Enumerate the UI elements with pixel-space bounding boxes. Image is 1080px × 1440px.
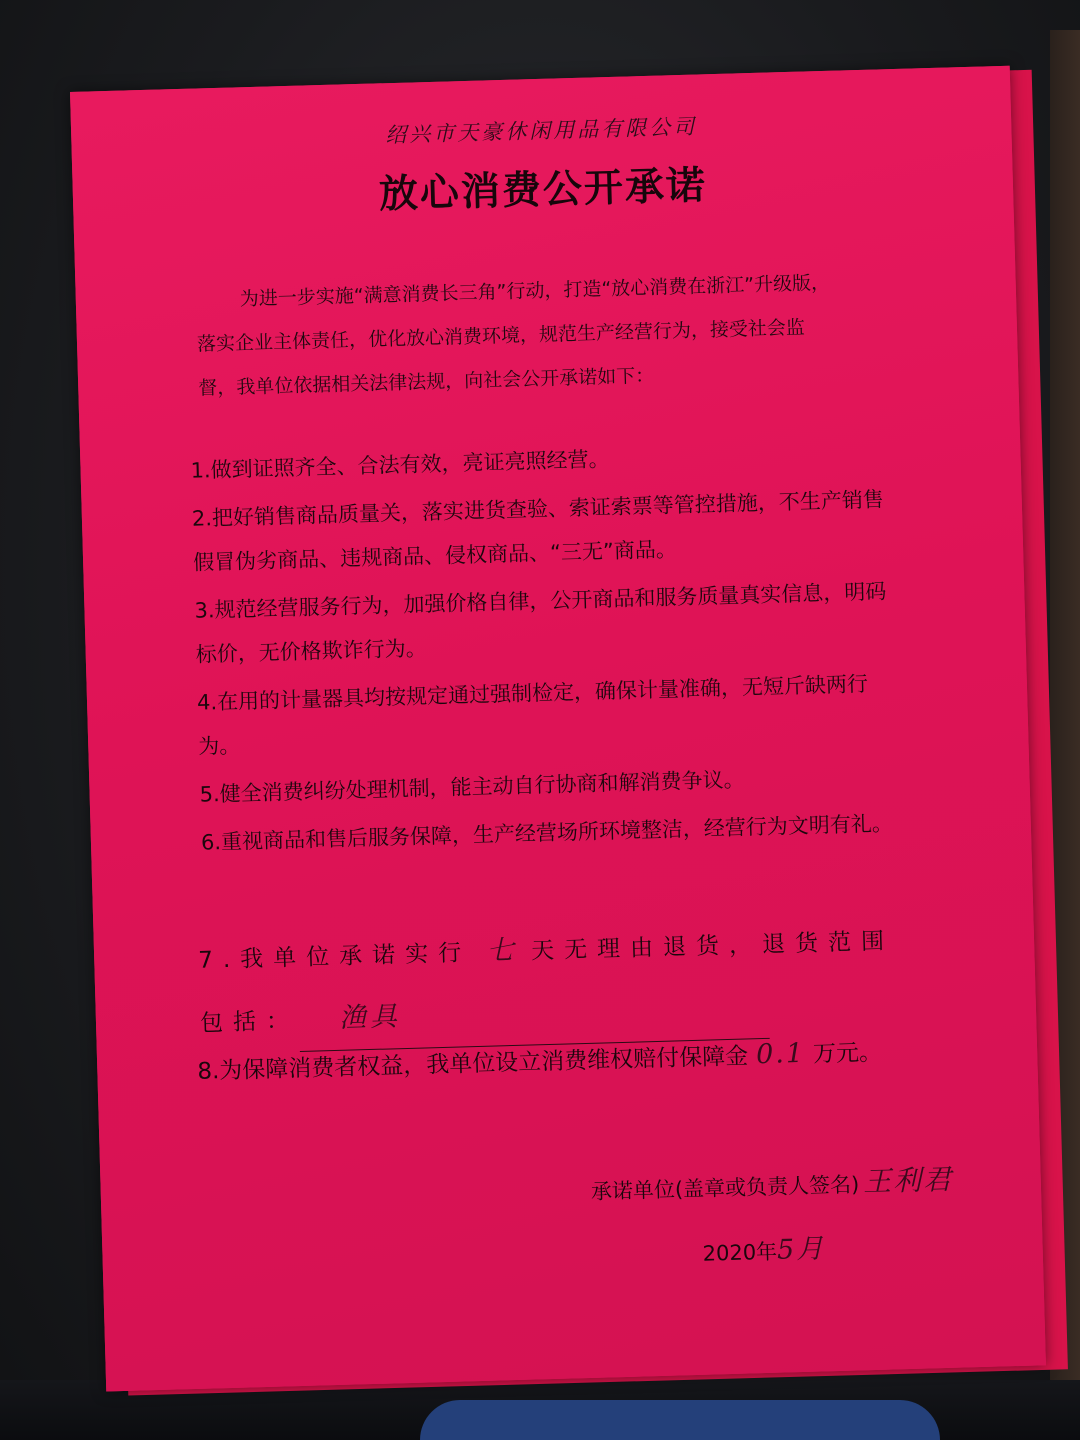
pledge-item-4: 4.在用的计量器具均按规定通过强制检定，确保计量准确，无短斤缺两行为。 [196,671,869,759]
page-title: 放心消费公开承诺 [378,163,708,218]
date-year: 2020年 [702,1239,778,1266]
pledge-items [190,429,901,868]
item8-suffix: 万元。 [812,1039,883,1068]
return-days: 七 [486,934,517,967]
pledge-item-3: 3.规范经营服务行为，加强价格自律，公开商品和服务质量真实信息，明码标价，无价格欺诈行为。 [194,579,887,667]
item7-middle: 天无理由退货，退货范围包括： [199,928,895,1037]
signature-block [590,1158,953,1208]
pledge-item-2: 2.把好销售商品质量关，落实进货查验、索证索票等管控措施，不生产销售假冒伪劣商品、违规商品、侵权商品、“三无”商品。 [191,487,885,575]
pledge-item-6: 6.重视商品和售后服务保障，生产经营场所环境整洁，经营行为文明有礼。 [200,811,894,855]
date-month: 5月 [776,1233,826,1266]
date [702,1226,826,1268]
pledge-item-5: 5.健全消费纠纷处理机制，能主动自行协商和解消费争议。 [199,767,745,807]
company-name: 绍兴市天豪休闲用品有限公司 [384,114,698,148]
intro-paragraph: 为进一步实施“满意消费长三角”行动，打造“放心消费在浙江”升级版，落实企业主体责任，优化放心消费环境，规范生产经营行为，接受社会监督，我单位依据相关法律法规，向社会公开承诺如下： [196,271,831,400]
item7-prefix: 7.我单位承诺实行 [197,940,472,974]
item8-prefix: 8.为保障消费者权益，我单位设立消费维权赔付保障金 [197,1043,749,1085]
sign-label: 承诺单位(盖章或负责人签名) [590,1172,860,1204]
signature: 王利君 [862,1162,954,1199]
pledge-sheet [70,66,1046,1392]
return-scope: 渔具 [298,976,770,1052]
guarantee-amount: 0.1 [755,1037,806,1071]
pledge-item-1: 1.做到证照齐全、合法有效，亮证亮照经营。 [190,447,610,483]
blue-object [420,1400,940,1440]
